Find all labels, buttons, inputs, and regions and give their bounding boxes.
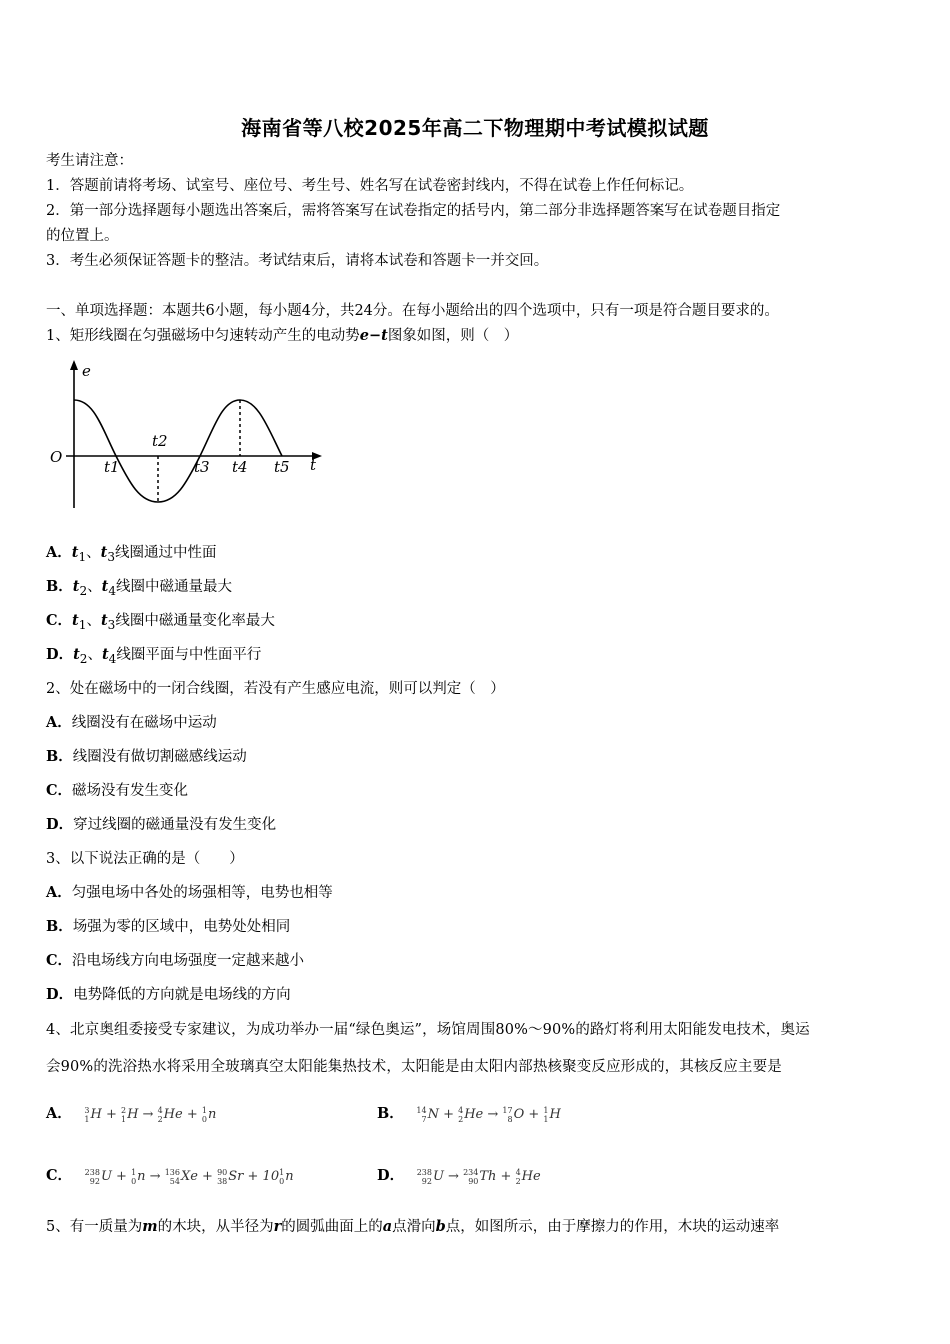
q4-option-c-equation: 238 92 U + 1 0 n → 136 54 Xe + 90 38 Sr + 10 1 0 n — [84, 1167, 294, 1186]
q2-option-a[interactable]: A．线圈没有在磁场中运动 — [46, 714, 217, 731]
q2-option-b[interactable]: B．线圈没有做切割磁感线运动 — [46, 748, 247, 765]
tick-label-t2: t2 — [152, 432, 168, 450]
section-heading: 一、单项选择题：本题共6小题，每小题4分，共24分。在每小题给出的四个选项中，只有一项是符合题目要求的。 — [46, 303, 779, 319]
x-axis-label: t — [310, 456, 317, 474]
notice-heading: 考生请注意： — [46, 153, 133, 169]
origin-label: O — [50, 448, 63, 466]
q2-option-d[interactable]: D．穿过线圈的磁通量没有发生变化 — [46, 816, 277, 833]
q1-option-a[interactable]: A．$t_1$、$t_3$线圈通过中性面 — [46, 544, 217, 564]
exam-title: 海南省等八校2025年高二下物理期中考试模拟试题 — [241, 116, 709, 140]
q4-option-b-equation: 14 7 N + 4 2 He → 17 8 O + 1 1 H — [416, 1105, 561, 1124]
q4-option-c[interactable]: C． 238 92 U + 1 0 n → 136 54 Xe + 90 38 Sr + 10 1 0 n — [46, 1167, 294, 1186]
q1-stem-text: 1、矩形线圈在匀强磁场中匀速转动产生的电动势 — [46, 328, 360, 344]
tick-label-t5: t5 — [274, 458, 290, 476]
q3-option-b[interactable]: B．场强为零的区域中，电势处处相同 — [46, 918, 291, 935]
notice-item-2: 2．第一部分选择题每小题选出答案后，需将答案写在试卷指定的括号内，第二部分非选择题答案写在试卷题目指定 — [46, 203, 781, 219]
y-axis-arrow — [70, 360, 78, 370]
q2-stem: 2、处在磁场中的一闭合线圈，若没有产生感应电流，则可以判定（ ） — [46, 681, 505, 697]
q4-option-a[interactable]: A． 3 1 H + 2 1 H → 4 2 He + 1 0 n — [46, 1105, 217, 1124]
q5-stem: 5、有一质量为m的木块，从半径为r的圆弧曲面上的a点滑向b点，如图所示，由于摩擦力的作用，木块的运动速率 — [46, 1218, 780, 1235]
q3-option-a[interactable]: A．匀强电场中各处的场强相等，电势也相等 — [46, 884, 333, 901]
notice-item-3: 3．考生必须保证答题卡的整洁。考试结束后，请将本试卷和答题卡一并交回。 — [46, 253, 549, 269]
q4-option-d[interactable]: D． 238 92 U → 234 90 Th + 4 2 He — [377, 1167, 541, 1186]
tick-label-t1: t1 — [104, 458, 120, 476]
q4-option-a-equation: 3 1 H + 2 1 H → 4 2 He + 1 0 n — [84, 1105, 217, 1124]
q3-option-d[interactable]: D．电势降低的方向就是电场线的方向 — [46, 986, 291, 1003]
q2-option-c[interactable]: C．磁场没有发生变化 — [46, 782, 189, 799]
tick-label-t3: t3 — [194, 458, 210, 476]
q1-option-d[interactable]: D．$t_2$、$t_4$线圈平面与中性面平行 — [46, 646, 262, 666]
q3-stem: 3、以下说法正确的是（ ） — [46, 851, 244, 867]
notice-item-1: 1．答题前请将考场、试室号、座位号、考生号、姓名写在试卷密封线内，不得在试卷上作任何标记。 — [46, 178, 694, 194]
q4-option-b[interactable]: B． 14 7 N + 4 2 He → 17 8 O + 1 1 H — [377, 1105, 561, 1124]
emf-curve — [74, 400, 282, 502]
y-axis-label: e — [82, 362, 91, 380]
q1-et-graph — [44, 358, 334, 518]
q4-stem-line-1: 4、北京奥组委接受专家建议，为成功举办一届“绿色奥运”，场馆周围80%～90%的路灯将利用太阳能发电技术，奥运 — [46, 1022, 810, 1038]
q1-option-c[interactable]: C．$t_1$、$t_3$线圈中磁通量变化率最大 — [46, 612, 275, 632]
tick-label-t4: t4 — [232, 458, 248, 476]
q1-stem — [46, 326, 518, 346]
q1-stem-end: 图象如图，则（ ） — [387, 328, 519, 344]
q1-stem-var: e−t — [359, 327, 388, 344]
q4-option-d-equation: 238 92 U → 234 90 Th + 4 2 He — [416, 1167, 541, 1186]
notice-item-2-cont: 的位置上。 — [46, 228, 119, 244]
q1-option-b[interactable]: B．$t_2$、$t_4$线圈中磁通量最大 — [46, 578, 233, 598]
q4-stem-line-2: 会90%的洗浴热水将采用全玻璃真空太阳能集热技术，太阳能是由太阳内部热核聚变反应形成的，其核反应主要是 — [46, 1059, 782, 1075]
q3-option-c[interactable]: C．沿电场线方向电场强度一定越来越小 — [46, 952, 305, 969]
